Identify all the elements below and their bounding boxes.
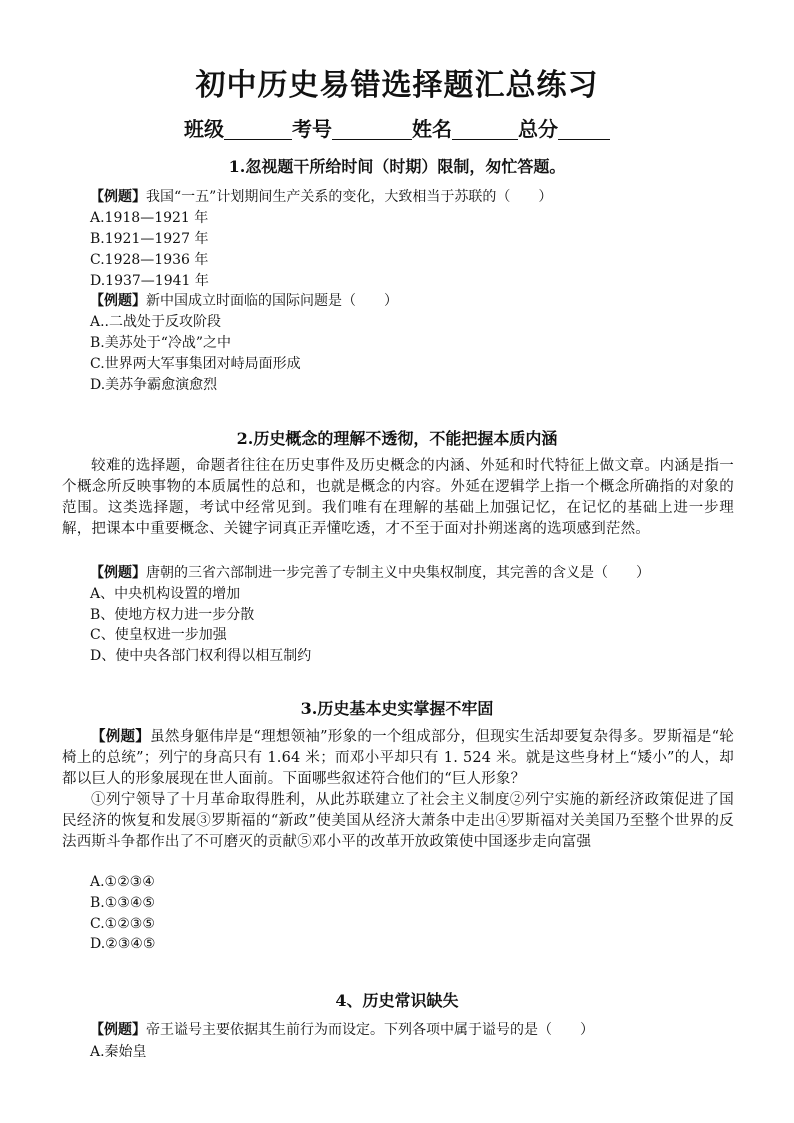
example-3-stem xyxy=(90,562,650,582)
option-b: B.①③④⑤ xyxy=(90,895,155,911)
option-a: A.秦始皇 xyxy=(90,1044,147,1060)
class-label: 班级 xyxy=(184,117,224,141)
name-label: 姓名 xyxy=(412,117,452,141)
option-d: D、使中央各部门权利得以相互制约 xyxy=(90,648,312,664)
option-a: A、中央机构设置的增加 xyxy=(90,586,241,602)
section-3-heading: 3.历史基本史实掌握不牢固 xyxy=(300,699,494,718)
number-blank[interactable] xyxy=(332,119,412,140)
option-c: C.①②③⑤ xyxy=(90,916,155,932)
option-a: A.1918—1921 年 xyxy=(90,210,209,226)
option-c: C.世界两大军事集团对峙局面形成 xyxy=(90,356,301,372)
student-info-line xyxy=(0,113,794,142)
page-title: 初中历史易错选择题汇总练习 xyxy=(195,68,599,103)
option-d: D.②③④⑤ xyxy=(90,936,156,952)
example-text: 新中国成立时面临的国际问题是（ ） xyxy=(146,293,398,309)
option-c: C、使皇权进一步加强 xyxy=(90,627,227,643)
section-2-paragraph: 较难的选择题，命题者往往在历史事件及历史概念的内涵、外延和时代特征上做文章。内涵是指一个概念所反映事物的本质属性的总和，也就是概念的内容。外延在逻辑学上指一个概念所确指的对象的范围。这类选择题，考试中经常见到。我们唯有在理解的基础上加强记忆，在记忆的基础上进一步理解，把课本中重要概念、关键字词真正弄懂吃透，才不至于面对扑朔迷离的选项感到茫然。 xyxy=(62,458,734,537)
example-4-stem xyxy=(62,726,734,790)
example-tag: 【例题】 xyxy=(90,189,146,205)
option-d: D.1937—1941 年 xyxy=(90,273,209,289)
option-d: D.美苏争霸愈演愈烈 xyxy=(90,377,218,393)
section-2-heading: 2.历史概念的理解不透彻，不能把握本质内涵 xyxy=(236,429,558,448)
example-1-stem xyxy=(90,186,552,206)
example-tag: 【例题】 xyxy=(90,293,146,309)
section-1-heading: 1.忽视题干所给时间（时期）限制，匆忙答题。 xyxy=(228,157,566,176)
class-blank[interactable] xyxy=(224,119,292,140)
name-blank[interactable] xyxy=(452,119,518,140)
score-label: 总分 xyxy=(518,117,558,141)
example-2-stem xyxy=(90,290,398,310)
section-4-heading: 4、历史常识缺失 xyxy=(335,991,459,1010)
score-blank[interactable] xyxy=(558,119,610,140)
example-tag: 【例题】 xyxy=(90,565,146,581)
example-tag: 【例题】 xyxy=(91,728,151,745)
example-text: 我国“一五”计划期间生产关系的变化，大致相当于苏联的（ ） xyxy=(146,189,553,205)
option-a: A..二战处于反攻阶段 xyxy=(90,314,222,330)
option-b: B.美苏处于“冷战”之中 xyxy=(90,335,232,351)
example-text: 唐朝的三省六部制进一步完善了专制主义中央集权制度，其完善的含义是（ ） xyxy=(146,565,650,581)
option-a: A.①②③④ xyxy=(90,874,155,890)
number-label: 考号 xyxy=(292,117,332,141)
option-b: B.1921—1927 年 xyxy=(90,231,209,247)
option-c: C.1928—1936 年 xyxy=(90,252,209,268)
example-text: 帝王谥号主要依据其生前行为而设定。下列各项中属于谥号的是（ ） xyxy=(146,1022,594,1038)
example-4-items: ①列宁领导了十月革命取得胜利，从此苏联建立了社会主义制度②列宁实施的新经济政策促进了国民经济的恢复和发展③罗斯福的“新政”使美国从经济大萧条中走出④罗斯福对关美国乃至整个世界的反法西斯斗争都作出了不可磨灭的贡献⑤邓小平的改革开放政策使中国逐步走向富强 xyxy=(62,792,734,850)
example-tag: 【例题】 xyxy=(90,1022,146,1038)
example-text: 虽然身躯伟岸是“理想领袖”形象的一个组成部分，但现实生活却要复杂得多。罗斯福是“轮椅上的总统”；列宁的身高只有 1.64 米；而邓小平却只有 1. 524 米。就是这些身材上“矮小”的人，却都以巨人的形象展现在世人面前。下面哪些叙述符合他们的“巨人形象？ xyxy=(62,729,734,787)
option-b: B、使地方权力进一步分散 xyxy=(90,607,255,623)
example-5-stem xyxy=(90,1019,594,1039)
